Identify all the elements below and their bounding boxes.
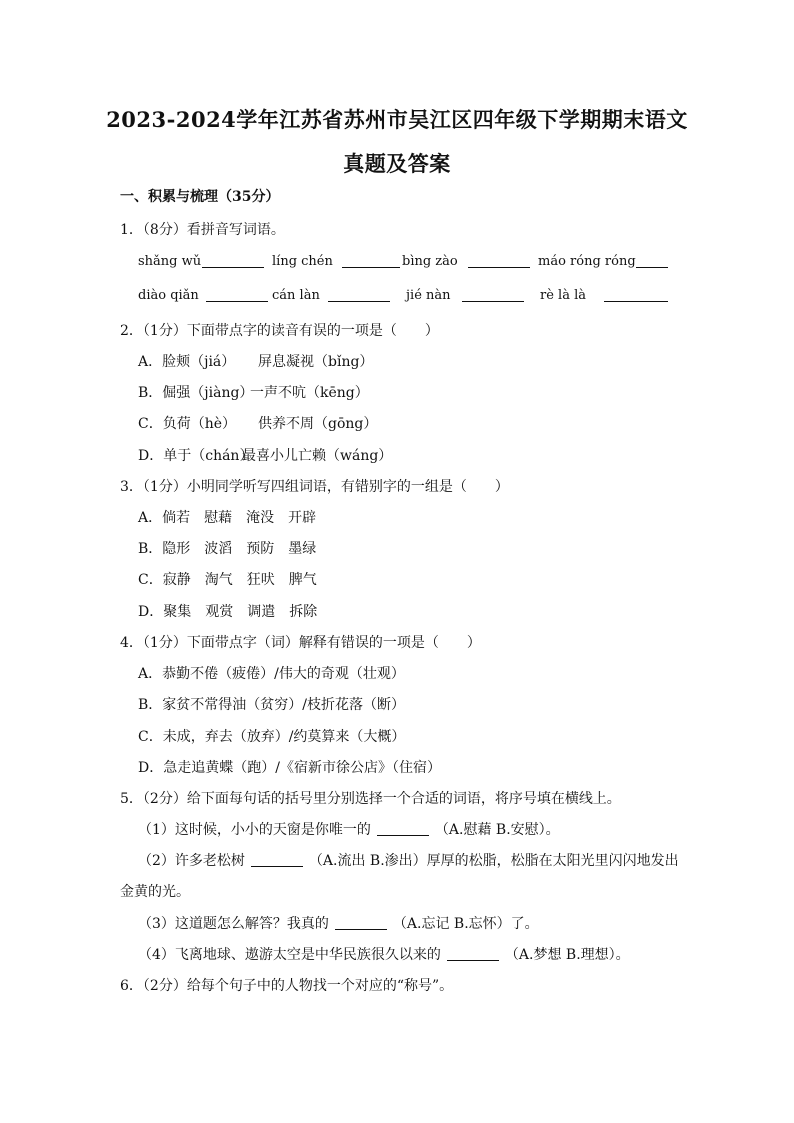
question-5-item-3: （3）这道题怎么解答？我真的 （A.忘记 B.忘怀）了。	[138, 916, 539, 932]
answer-blank[interactable]	[328, 288, 390, 302]
answer-blank[interactable]	[202, 254, 264, 268]
answer-blank[interactable]	[342, 254, 400, 268]
question-1-stem: 1．（8分）看拼音写词语。	[120, 222, 285, 238]
question-6-stem: 6．（2分）给每个句子中的人物找一个对应的“称号”。	[120, 978, 454, 994]
question-2-option-d: D．单于（chán）	[138, 448, 254, 464]
question-2-stem: 2．（1分）下面带点字的读音有误的一项是（ ）	[120, 323, 439, 339]
question-2-option-c-word: 供养不周（gōng）	[258, 416, 378, 432]
question-2-option-a: A．脸颊（jiá）	[138, 354, 236, 370]
question-2-option-b-word: 一声不吭（kēng）	[250, 385, 369, 401]
question-2-option-a-word: 屏息凝视（bǐng）	[258, 354, 374, 370]
pinyin-item: cán làn	[272, 288, 320, 303]
question-4-stem: 4．（1分）下面带点字（词）解释有错误的一项是（ ）	[120, 635, 481, 651]
question-5-stem: 5．（2分）给下面每句话的括号里分别选择一个合适的词语，将序号填在横线上。	[120, 791, 621, 807]
answer-blank[interactable]	[447, 948, 499, 961]
answer-blank[interactable]	[636, 254, 668, 268]
pinyin-item: máo róng róng	[538, 254, 636, 269]
question-2-option-d-word: 最喜小儿亡赖（wáng）	[242, 448, 393, 464]
question-3-option-a: A．倘若 慰藉 淹没 开辟	[138, 510, 317, 526]
question-3-option-d: D．聚集 观赏 调遣 拆除	[138, 604, 318, 620]
pinyin-row-2	[138, 288, 698, 306]
answer-blank[interactable]	[377, 823, 429, 836]
pinyin-item: diào qiǎn	[138, 288, 199, 303]
question-2-option-c: C．负荷（hè）	[138, 416, 237, 432]
document-title-line-1: 2023-2024学年江苏省苏州市吴江区四年级下学期期末语文	[106, 107, 688, 132]
question-3-stem: 3．（1分）小明同学听写四组词语，有错别字的一组是（ ）	[120, 479, 509, 495]
pinyin-item: rè là là	[540, 288, 586, 303]
question-4-option-b: B．家贫不常得油（贫穷）/枝折花落（断）	[138, 697, 406, 713]
question-5-item-2-continued: 金黄的光。	[120, 884, 190, 900]
answer-blank[interactable]	[335, 917, 387, 930]
question-3-option-b: B．隐形 波滔 预防 墨绿	[138, 541, 317, 557]
pinyin-item: jié nàn	[406, 288, 451, 303]
question-2-option-b: B．倔强（jiàng）	[138, 385, 254, 401]
question-4-option-d: D．急走追黄蝶（跑）/《宿新市徐公店》（住宿）	[138, 760, 441, 776]
question-4-option-a: A．恭勤不倦（疲倦）/伟大的奇观（壮观）	[138, 666, 405, 682]
pinyin-item: líng chén	[272, 254, 333, 269]
question-5-item-4: （4）飞离地球、遨游太空是中华民族很久以来的 （A.梦想 B.理想）。	[138, 947, 630, 963]
answer-blank[interactable]	[251, 854, 303, 867]
pinyin-item: shǎng wǔ	[138, 254, 202, 269]
question-5-item-2: （2）许多老松树 （A.流出 B.渗出）厚厚的松脂，松脂在太阳光里闪闪地发出	[138, 853, 679, 869]
answer-blank[interactable]	[468, 254, 530, 268]
answer-blank[interactable]	[206, 288, 268, 302]
question-4-option-c: C．未成，弃去（放弃）/约莫算来（大概）	[138, 729, 406, 745]
pinyin-item: bìng zào	[402, 254, 458, 269]
pinyin-row-1	[138, 254, 698, 272]
question-5-item-1: （1）这时候，小小的天窗是你唯一的 （A.慰藉 B.安慰）。	[138, 822, 560, 838]
document-title-line-2: 真题及答案	[343, 151, 451, 176]
section-heading: 一、积累与梳理（35分）	[120, 189, 280, 205]
question-3-option-c: C．寂静 淘气 狂吠 脾气	[138, 572, 317, 588]
answer-blank[interactable]	[462, 288, 524, 302]
answer-blank[interactable]	[604, 288, 668, 302]
